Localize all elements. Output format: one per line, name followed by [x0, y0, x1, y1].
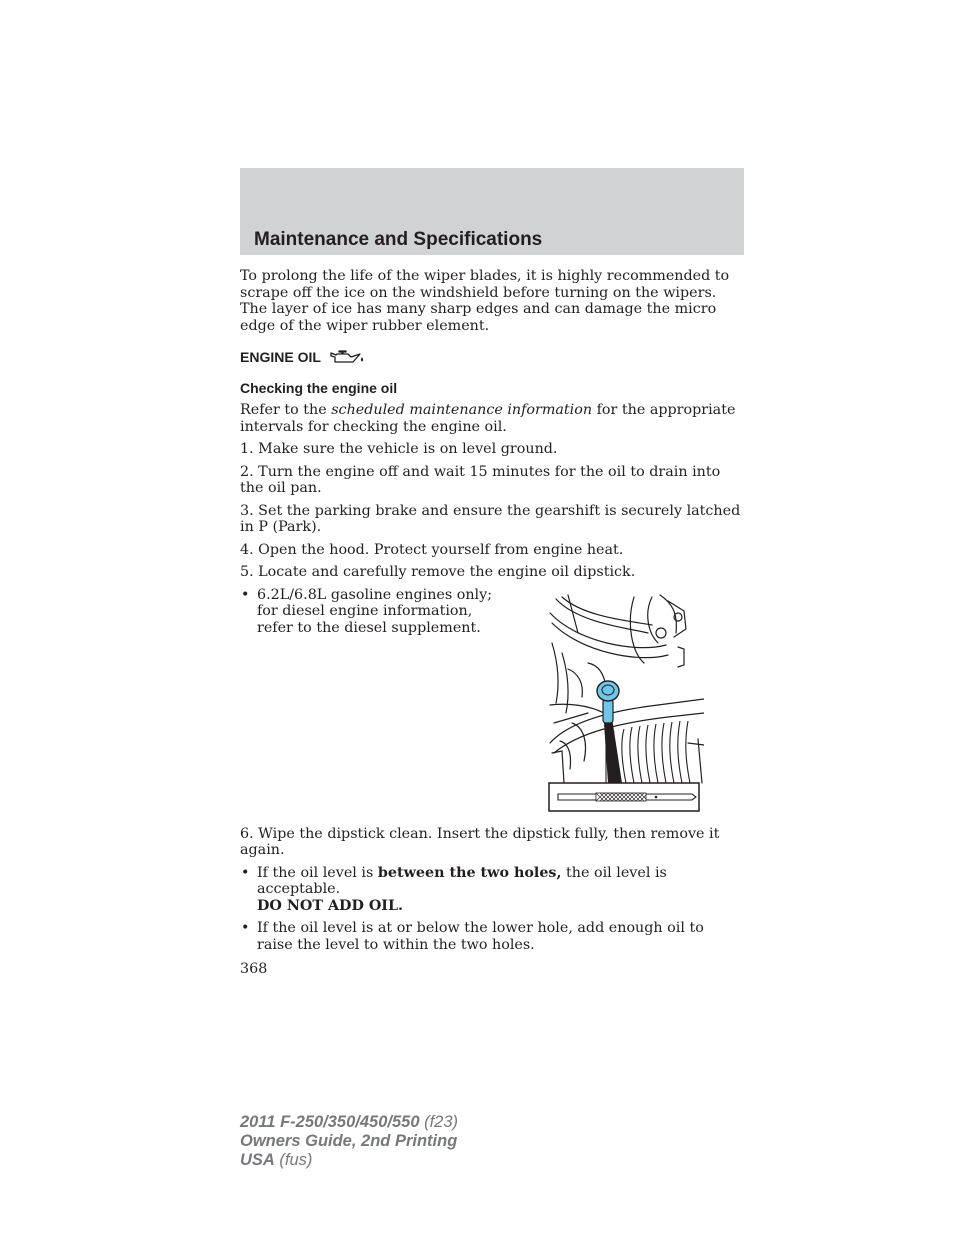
page-number: 368 — [240, 961, 268, 977]
bullet-dot: • — [241, 586, 250, 603]
engine-type-text: 6.2L/6.8L gasoline engines only; for diesel engine information, refer to the diesel supplement. — [257, 586, 493, 636]
footer-model-code: (f23) — [419, 1113, 459, 1131]
do-not-add-oil-warning: DO NOT ADD OIL. — [257, 897, 404, 914]
section-title: Maintenance and Specifications — [254, 229, 543, 250]
oil-level-ok-text-end: the oil level is acceptable. — [257, 864, 667, 897]
step-4: 4. Open the hood. Protect yourself from engine heat. — [240, 541, 624, 558]
refer-text-start: Refer to the — [240, 402, 332, 418]
step-5: 5. Locate and carefully remove the engine oil dipstick. — [240, 564, 636, 580]
oil-level-ok-bullet — [240, 865, 744, 915]
step-6: 6. Wipe the dipstick clean. Insert the dipstick fully, then remove it again. — [240, 825, 720, 858]
oil-level-low-text: If the oil level is at or below the lower hole, add enough oil to raise the level to within the two holes. — [257, 920, 704, 953]
footer-model-line — [240, 1113, 458, 1132]
footer-model: 2011 F-250/350/450/550 — [240, 1113, 420, 1131]
bullet-dot: • — [241, 864, 250, 881]
engine-oil-heading-text: ENGINE OIL — [240, 349, 321, 365]
engine-bullet-with-figure — [240, 587, 744, 817]
checking-engine-oil-subheading: Checking the engine oil — [240, 380, 398, 396]
oil-level-low-bullet — [240, 920, 744, 953]
engine-type-bullet — [240, 587, 507, 637]
section-header-band — [240, 168, 744, 255]
footer-region-code: (fus) — [274, 1151, 313, 1169]
step-2: 2. Turn the engine off and wait 15 minutes for the oil to drain into the oil pan. — [240, 463, 721, 496]
oil-level-ok-text-start: If the oil level is — [257, 864, 378, 881]
refer-paragraph — [240, 402, 744, 435]
footer-region-line — [240, 1151, 458, 1170]
bullet-dot: • — [241, 920, 250, 936]
oil-can-icon — [329, 349, 365, 365]
engine-oil-heading — [240, 348, 744, 366]
between-holes-emphasis: between the two holes, — [377, 864, 562, 881]
step-3: 3. Set the parking brake and ensure the gearshift is securely latched in P (Park). — [240, 502, 741, 535]
wiper-ice-paragraph: To prolong the life of the wiper blades, it is highly recommended to scrape off the ice on the windshield before turning on the wipers. The layer of ice has many sharp edges and can damage the micro edge of the wiper rubber element. — [240, 268, 730, 334]
footer-guide-line: Owners Guide, 2nd Printing — [240, 1132, 458, 1150]
document-footer — [240, 1113, 458, 1170]
page-content — [240, 268, 744, 953]
engine-dipstick-illustration — [548, 593, 704, 813]
refer-text-end: for the appropriate intervals for checking the engine oil. — [240, 402, 736, 435]
step-1: 1. Make sure the vehicle is on level ground. — [240, 441, 558, 457]
footer-region: USA — [240, 1151, 275, 1169]
maintenance-info-reference: scheduled maintenance information — [331, 402, 593, 418]
